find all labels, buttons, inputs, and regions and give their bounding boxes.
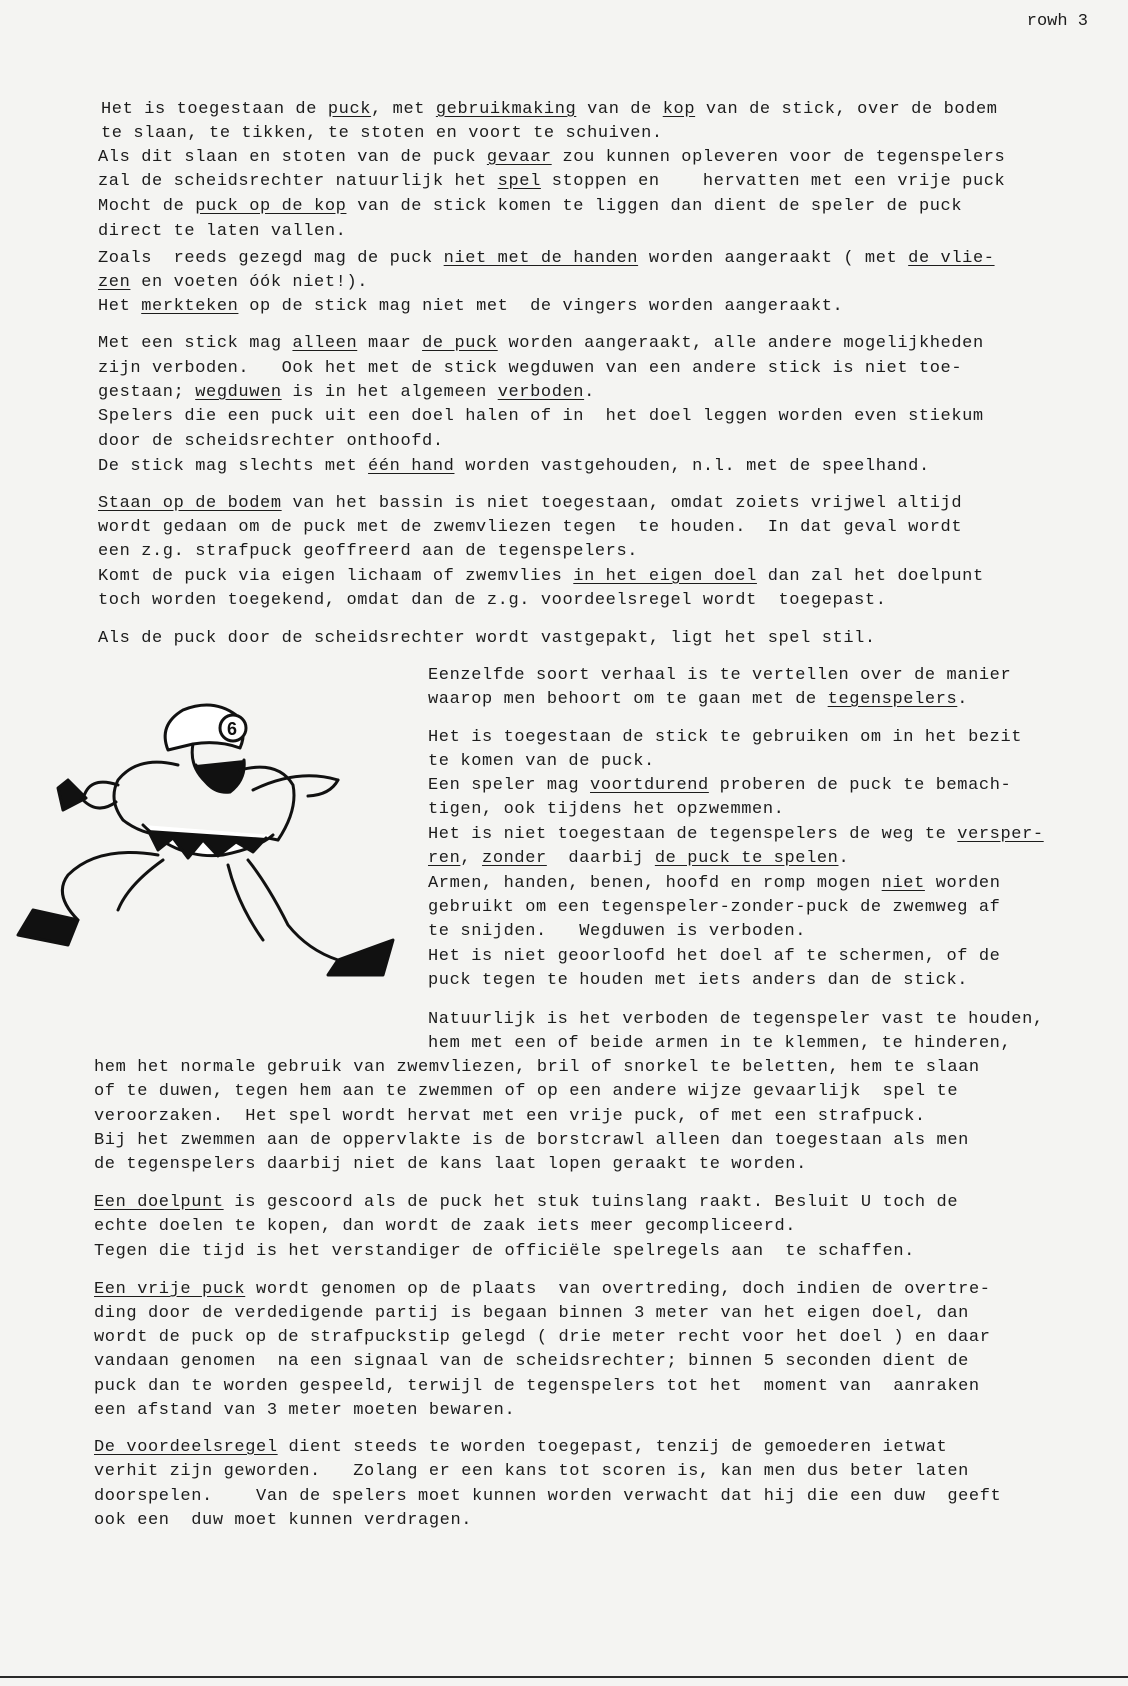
text-line: door de scheidsrechter onthoofd.	[98, 432, 444, 451]
text-line: Met een stick mag alleen maar de puck worden aangeraakt, alle andere mogelijkheden	[98, 334, 984, 353]
text-line: verhit zijn geworden. Zolang er een kans tot scoren is, kan men dus beter laten	[94, 1462, 969, 1481]
text-line: Het is toegestaan de puck, met gebruikmaking van de kop van de stick, over de bodem	[101, 100, 998, 119]
text-line: Als dit slaan en stoten van de puck gevaar zou kunnen opleveren voor de tegenspelers	[98, 148, 1006, 167]
text-line: doorspelen. Van de spelers moet kunnen worden verwacht dat hij die een duw geeft	[94, 1487, 1002, 1506]
text-line: De stick mag slechts met één hand worden vastgehouden, n.l. met de speelhand.	[98, 457, 930, 476]
text-line: gestaan; wegduwen is in het algemeen verboden.	[98, 383, 595, 402]
text-line: puck dan te worden gespeeld, terwijl de tegenspelers tot het moment van aanraken	[94, 1377, 980, 1396]
text-line: een afstand van 3 meter moeten bewaren.	[94, 1401, 516, 1420]
svg-text:6: 6	[227, 719, 238, 739]
text-line: Een vrije puck wordt genomen op de plaats van overtreding, doch indien de overtre-	[94, 1280, 991, 1299]
text-line: Mocht de puck op de kop van de stick komen te liggen dan dient de speler de puck	[98, 197, 963, 216]
text-line: Komt de puck via eigen lichaam of zwemvlies in het eigen doel dan zal het doelpunt	[98, 567, 984, 586]
text-line: De voordeelsregel dient steeds te worden toegepast, tenzij de gemoederen ietwat	[94, 1438, 948, 1457]
text-line: Tegen die tijd is het verstandiger de officiële spelregels aan te schaffen.	[94, 1242, 915, 1261]
text-line: Zoals reeds gezegd mag de puck niet met de handen worden aangeraakt ( met de vlie-	[98, 249, 995, 268]
page-number: rowh 3	[1026, 12, 1088, 31]
text-line: echte doelen te kopen, dan wordt de zaak iets meer gecompliceerd.	[94, 1217, 797, 1236]
text-line: hem met een of beide armen in te klemmen, te hinderen,	[428, 1034, 1012, 1053]
text-line: Het is niet geoorloofd het doel af te schermen, of de	[428, 947, 1001, 966]
text-line: te snijden. Wegduwen is verboden.	[428, 922, 807, 941]
text-line: hem het normale gebruik van zwemvliezen, bril of snorkel te beletten, hem te slaan	[94, 1058, 980, 1077]
text-line: ren, zonder daarbij de puck te spelen.	[428, 849, 850, 868]
text-line: wordt gedaan om de puck met de zwemvliezen tegen te houden. In dat geval wordt	[98, 518, 963, 537]
text-line: zijn verboden. Ook het met de stick wegduwen van een andere stick is niet toe-	[98, 359, 963, 378]
text-line: de tegenspelers daarbij niet de kans laat lopen geraakt te worden.	[94, 1155, 807, 1174]
diver-illustration	[8, 670, 408, 1010]
text-line: veroorzaken. Het spel wordt hervat met een vrije puck, of met een strafpuck.	[94, 1107, 926, 1126]
text-line: te slaan, te tikken, te stoten en voort te schuiven.	[101, 124, 663, 143]
text-line: wordt de puck op de strafpuckstip gelegd ( drie meter recht voor het doel ) en daar	[94, 1328, 991, 1347]
text-line: een z.g. strafpuck geoffreerd aan de tegenspelers.	[98, 542, 639, 561]
text-line: Een doelpunt is gescoord als de puck het stuk tuinslang raakt. Besluit U toch de	[94, 1193, 959, 1212]
text-line: Het is toegestaan de stick te gebruiken om in het bezit	[428, 728, 1023, 747]
text-line: Bij het zwemmen aan de oppervlakte is de borstcrawl alleen dan toegestaan als men	[94, 1131, 969, 1150]
text-line: toch worden toegekend, omdat dan de z.g. voordeelsregel wordt toegepast.	[98, 591, 887, 610]
text-line: ding door de verdedigende partij is begaan binnen 3 meter van het eigen doel, dan	[94, 1304, 969, 1323]
text-line: Armen, handen, benen, hoofd en romp mogen niet worden	[428, 874, 1001, 893]
text-line: puck tegen te houden met iets anders dan de stick.	[428, 971, 969, 990]
text-line: Als de puck door de scheidsrechter wordt vastgepakt, ligt het spel stil.	[98, 629, 876, 648]
text-line: Staan op de bodem van het bassin is niet toegestaan, omdat zoiets vrijwel altijd	[98, 494, 963, 513]
text-line: Het is niet toegestaan de tegenspelers de weg te versper-	[428, 825, 1044, 844]
text-line: tigen, ook tijdens het opzwemmen.	[428, 800, 785, 819]
text-line: Het merkteken op de stick mag niet met de vingers worden aangeraakt.	[98, 297, 844, 316]
bottom-rule	[0, 1676, 1128, 1678]
text-line: zen en voeten óók niet!).	[98, 273, 369, 292]
text-line: gebruikt om een tegenspeler-zonder-puck de zwemweg af	[428, 898, 1001, 917]
text-line: Eenzelfde soort verhaal is te vertellen over de manier	[428, 666, 1012, 685]
text-line: Natuurlijk is het verboden de tegenspeler vast te houden,	[428, 1010, 1044, 1029]
text-line: direct te laten vallen.	[98, 222, 347, 241]
text-line: of te duwen, tegen hem aan te zwemmen of op een andere wijze gevaarlijk spel te	[94, 1082, 959, 1101]
text-line: Een speler mag voortdurend proberen de puck te bemach-	[428, 776, 1012, 795]
text-line: ook een duw moet kunnen verdragen.	[94, 1511, 473, 1530]
text-line: vandaan genomen na een signaal van de scheidsrechter; binnen 5 seconden dient de	[94, 1352, 969, 1371]
text-line: te komen van de puck.	[428, 752, 655, 771]
text-line: waarop men behoort om te gaan met de tegenspelers.	[428, 690, 969, 709]
text-line: Spelers die een puck uit een doel halen of in het doel leggen worden even stiekum	[98, 407, 984, 426]
text-line: zal de scheidsrechter natuurlijk het spel stoppen en hervatten met een vrije puck	[98, 172, 1006, 191]
